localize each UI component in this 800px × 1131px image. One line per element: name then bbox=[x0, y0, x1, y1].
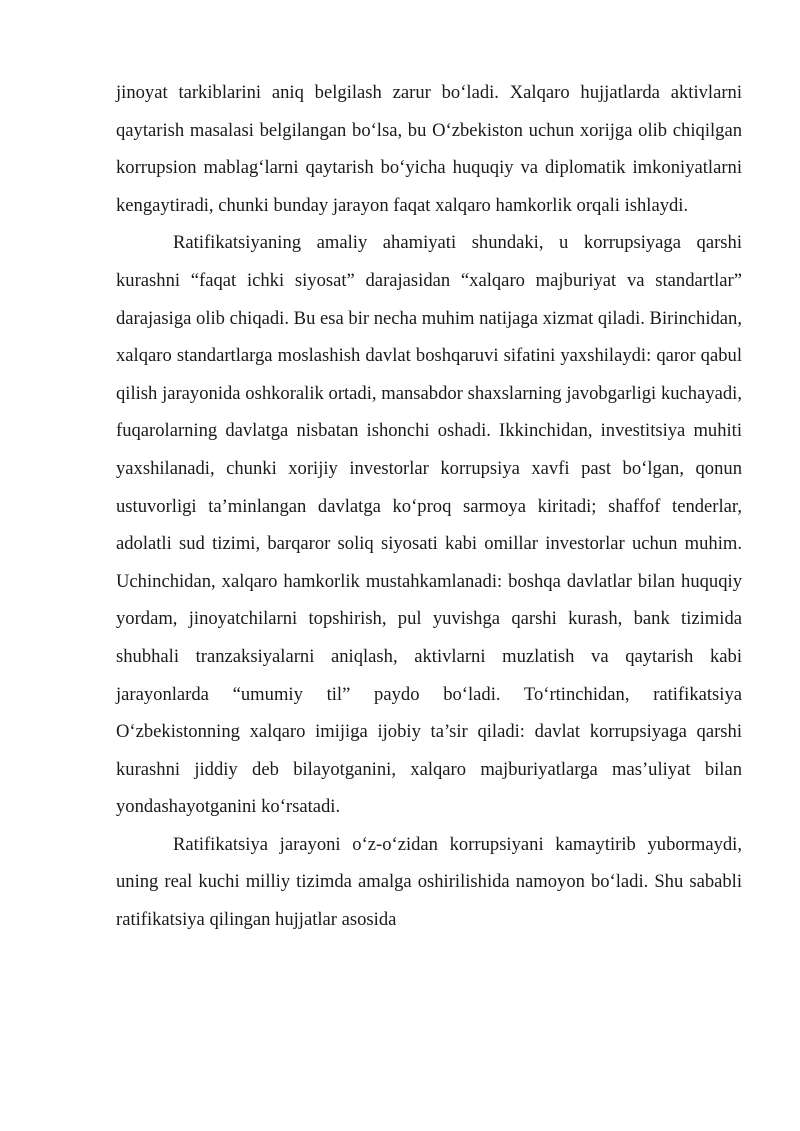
paragraph-3: Ratifikatsiya jarayoni o‘z-o‘zidan korrupsiyani kamaytirib yubormaydi, uning real kuchi milliy tizimda amalga oshirilishida namoyon bo‘ladi. Shu sababli ratifikatsiya qilingan hujjatlar asosida bbox=[116, 833, 742, 931]
document-page bbox=[116, 74, 742, 939]
paragraph-1: jinoyat tarkiblarini aniq belgilash zarur bo‘ladi. Xalqaro hujjatlarda aktivlarni qaytarish masalasi belgilangan bo‘lsa, bu O‘zbekiston uchun xorijga olib chiqilgan korrupsion mablag‘larni qaytarish bo‘yicha huquqiy va diplomatik imkoniyatlarni kengaytiradi, chunki bunday jarayon faqat xalqaro hamkorlik orqali ishlaydi. bbox=[116, 82, 742, 216]
paragraph-2: Ratifikatsiyaning amaliy ahamiyati shundaki, u korrupsiyaga qarshi kurashni “faqat ichki siyosat” darajasidan “xalqaro majburiyat va standartlar” darajasiga olib chiqadi. Bu esa bir necha muhim natijaga xizmat qiladi. Birinchidan, xalqaro standartlarga moslashish davlat boshqaruvi sifatini yaxshilaydi: qaror qabul qilish jarayonida oshkoralik ortadi, mansabdor shaxslarning javobgarligi kuchayadi, fuqarolarning davlatga nisbatan ishonchi oshadi. Ikkinchidan, investitsiya muhiti yaxshilanadi, chunki xorijiy investorlar korrupsiya xavfi past bo‘lgan, qonun ustuvorligi ta’minlangan davlatga ko‘proq sarmoya kiritadi; shaffof tenderlar, adolatli sud tizimi, barqaror soliq siyosati kabi omillar investorlar uchun muhim. Uchinchidan, xalqaro hamkorlik mustahkamlanadi: boshqa davlatlar bilan huquqiy yordam, jinoyatchilarni topshirish, pul yuvishga qarshi kurash, bank tizimida shubhali tranzaksiyalarni aniqlash, aktivlarni muzlatish va qaytarish kabi jarayonlarda “umumiy til” paydo bo‘ladi. To‘rtinchidan, ratifikatsiya O‘zbekistonning xalqaro imijiga ijobiy ta’sir qiladi: davlat korrupsiyaga qarshi kurashni jiddiy deb bilayotganini, xalqaro majburiyatlarga mas’uliyat bilan yondashayotganini ko‘rsatadi. bbox=[116, 232, 742, 818]
